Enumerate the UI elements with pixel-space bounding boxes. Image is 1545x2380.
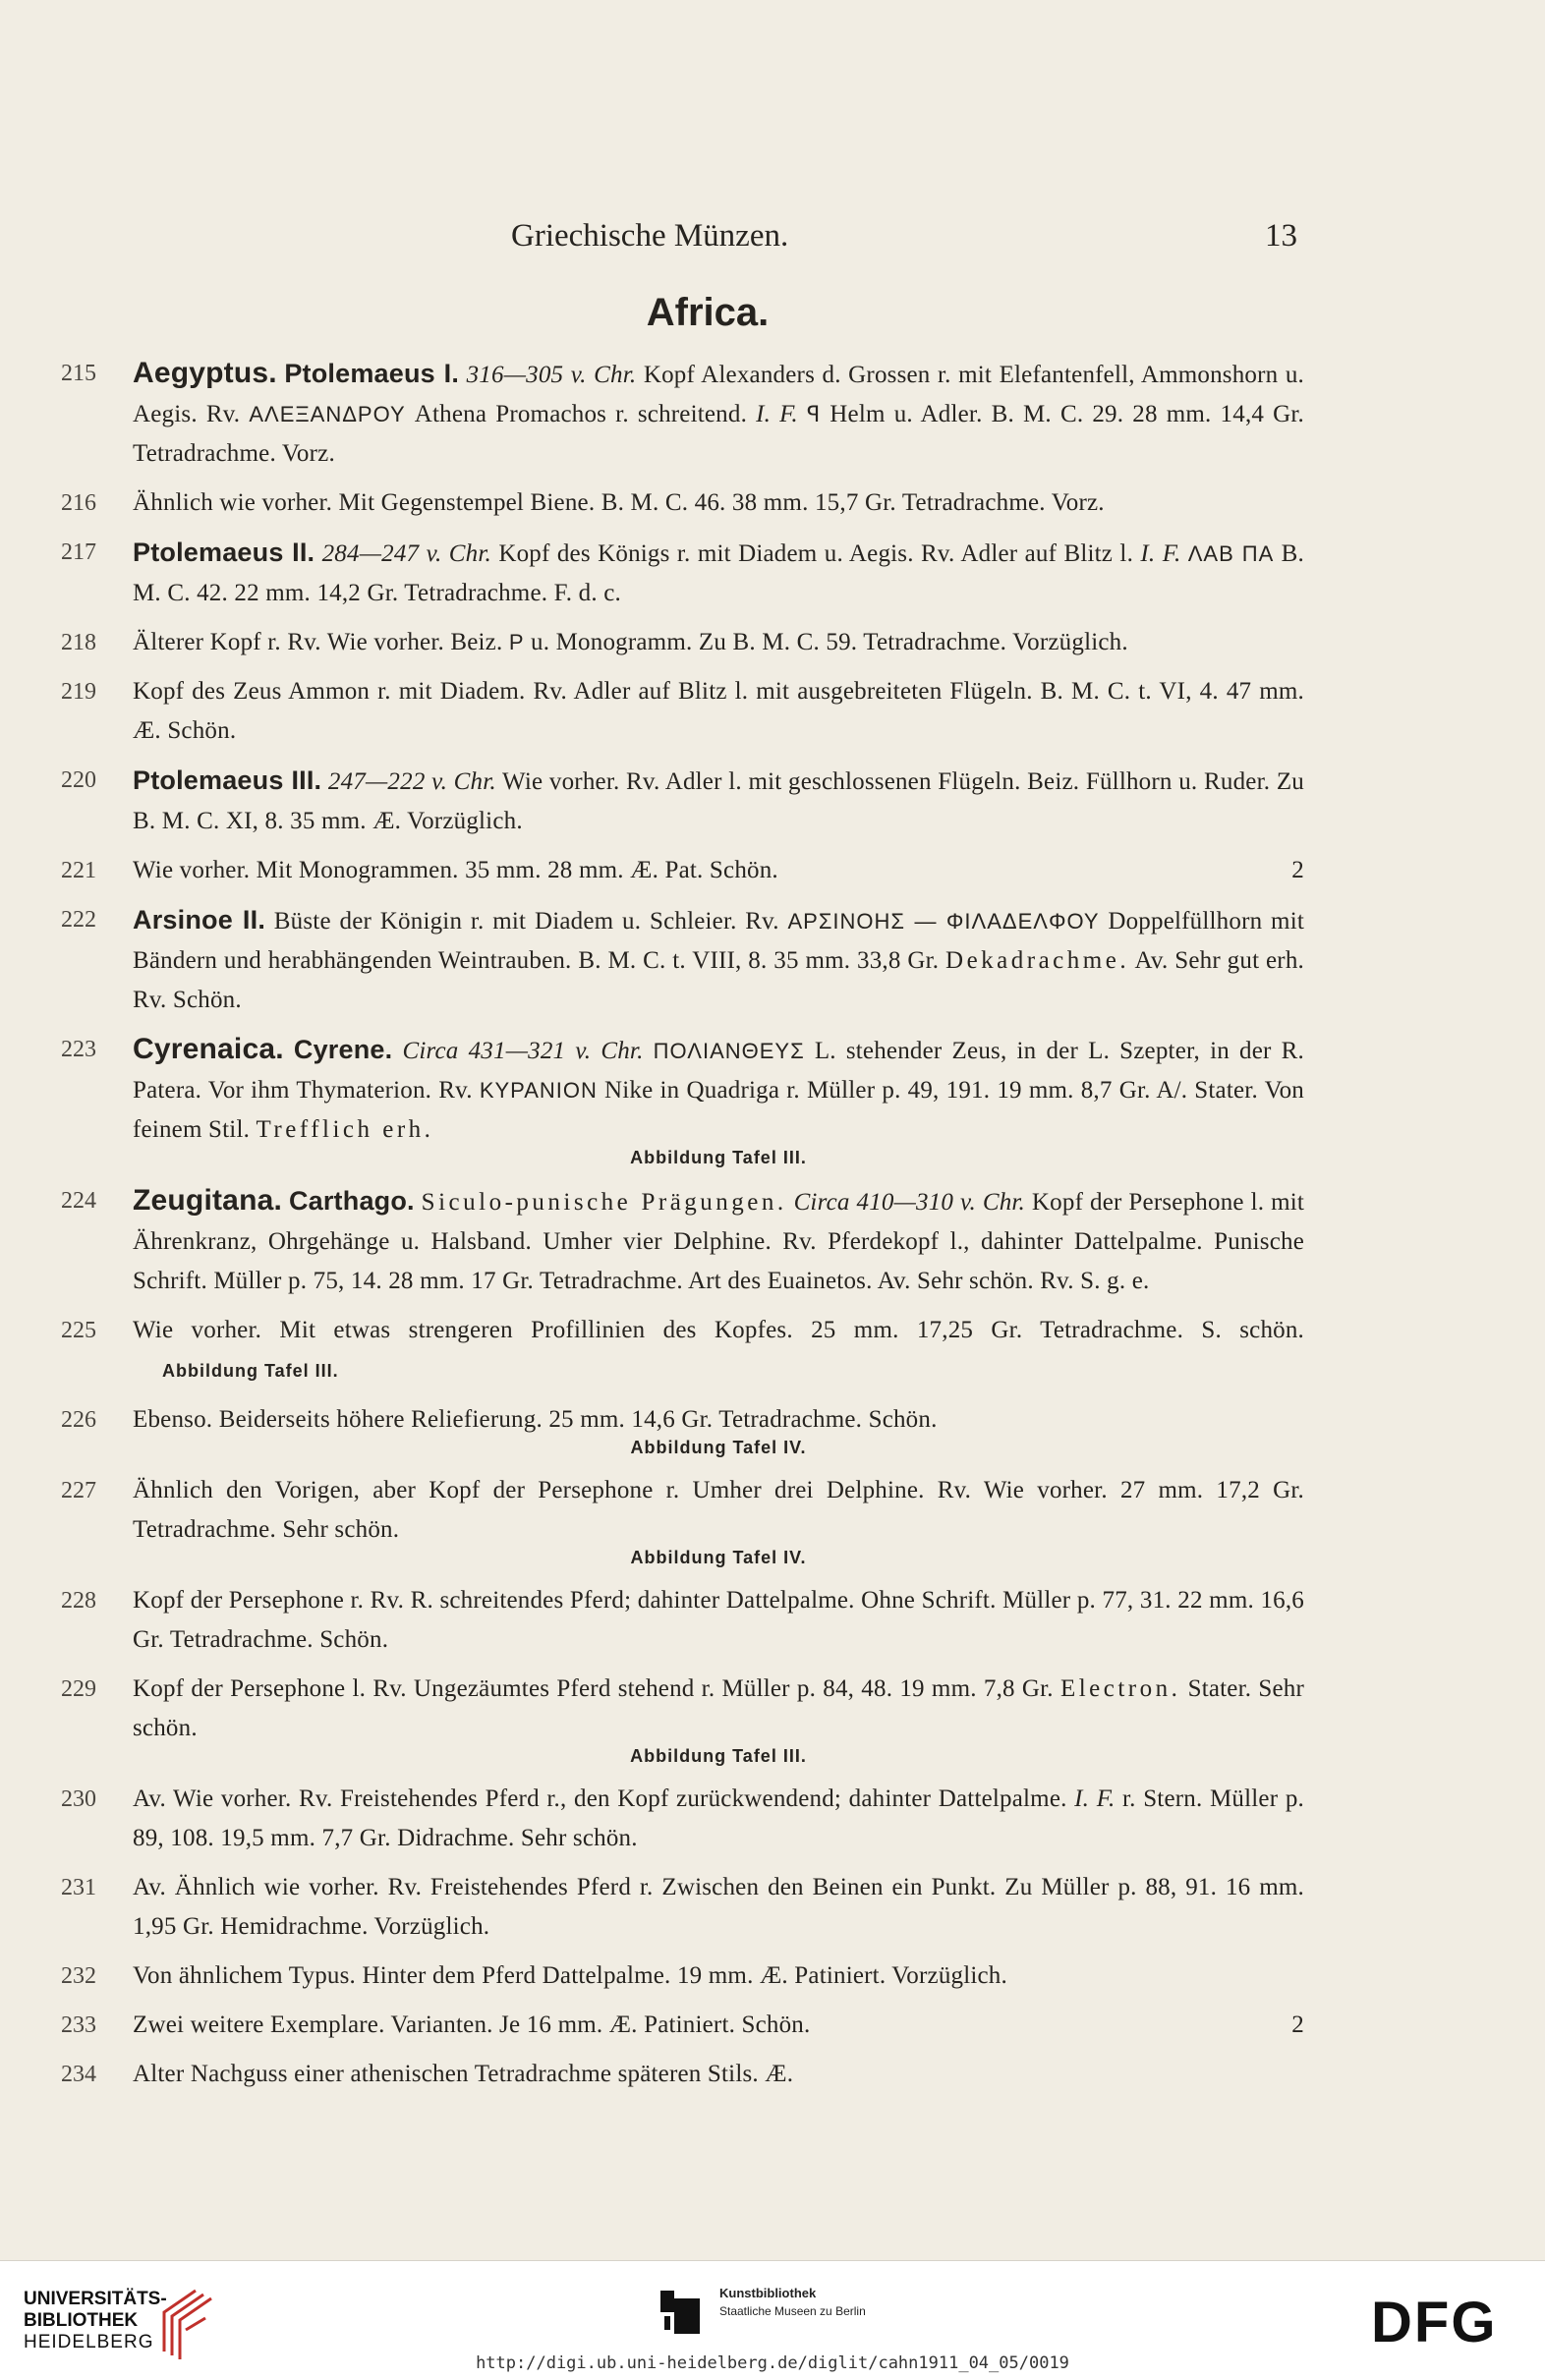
region-name: Aegyptus.: [133, 357, 277, 389]
italic-text: I. F.: [756, 401, 798, 427]
catalogue-entry: [0, 851, 1304, 890]
entry-text-run: r. Stern. Müller p. 89, 108. 19,5 mm. 7,7 Gr. Didrachme. Sehr schön.: [133, 1785, 1304, 1851]
entry-text-run: Wie vorher. Mit etwas strengeren Profillinien des Kopfes. 25 mm. 17,25 Gr. Tetradrachme. S. schön.: [133, 1317, 1304, 1343]
entry-text-run: Doppelfüllhorn mit Bändern und herabhängenden Weintrauben. B. M. C. t. VIII, 8. 35 mm. 33,8 Gr.: [133, 908, 1304, 974]
spaced-text: Trefflich erh.: [256, 1116, 434, 1143]
catalogue-entry: [0, 1780, 1304, 1858]
entry-text-run: Von ähnlichem Typus. Hinter dem Pferd Dattelpalme. 19 mm. Æ. Patiniert. Vorzüglich.: [133, 1962, 1007, 1989]
entry-text-run: Ähnlich den Vorigen, aber Kopf der Persephone r. Umher drei Delphine. Rv. Wie vorher. 27 mm. 17,2 Gr. Tetradrachme. Sehr schön.: [133, 1477, 1304, 1543]
catalogue-entry: [0, 533, 1304, 613]
entry-number: 226: [61, 1407, 96, 1433]
entry-text-run: Ähnlich wie vorher. Mit Gegenstempel Biene. B. M. C. 46. 38 mm. 15,7 Gr. Tetradrachme. Vorz.: [133, 489, 1105, 516]
region-name: Zeugitana.: [133, 1184, 283, 1217]
permalink-url[interactable]: http://digi.ub.uni-heidelberg.de/diglit/cahn1911_04_05/0019: [476, 2353, 1069, 2373]
entry-text-run: [459, 362, 467, 388]
dfg-logo[interactable]: [1371, 2295, 1518, 2348]
italic-text: 247—222 v. Chr.: [327, 768, 496, 795]
catalogue-entry: [0, 1670, 1304, 1770]
coin-legend: ΑΛΕΞΑΝΔΡΟΥ: [249, 402, 406, 426]
spaced-text: Siculo-punische Prägungen.: [421, 1189, 787, 1216]
entry-text: [133, 483, 1304, 523]
entry-number: 230: [61, 1786, 96, 1812]
entry-text: [133, 1956, 1304, 1996]
running-head: [511, 218, 1297, 257]
entry-text-run: Alter Nachguss einer athenischen Tetradrachme späteren Stils. Æ.: [133, 2061, 794, 2087]
entry-text: [133, 1670, 1304, 1748]
entry-number: 231: [61, 1875, 96, 1900]
entry-number: 234: [61, 2062, 96, 2087]
entry-number: 219: [61, 679, 96, 705]
catalogue-entry: [0, 483, 1304, 523]
entry-text: [133, 1030, 1304, 1150]
entry-number: 222: [61, 907, 96, 933]
entry-text-run: [321, 768, 328, 795]
entry-text-run: Nike in Quadriga r. Müller p. 49, 191. 19 mm. 8,7 Gr. A/. Stater. Von feinem Stil.: [133, 1077, 1305, 1143]
entry-quantity: 2: [1291, 857, 1304, 883]
entry-text-run: Kopf der Persephone r. Rv. R. schreitendes Pferd; dahinter Dattelpalme. Ohne Schrift. Müller p. 77, 31. 22 mm. 16,6 Gr. Tetradrachme. Schön.: [133, 1587, 1304, 1653]
entry-text-run: Älterer Kopf r. Rv. Wie vorher. Beiz.: [133, 629, 509, 655]
entry-text-run: Helm u. Adler. B. M. C. 29. 28 mm. 14,4 Gr. Tetradrachme. Vorz.: [133, 401, 1305, 467]
catalogue-entry: [0, 2006, 1304, 2045]
ruler-name: Arsinoe II.: [133, 905, 266, 935]
catalogue-entry: [0, 1181, 1304, 1301]
entry-text-run: Kopf des Königs r. mit Diadem u. Aegis. Rv. Adler auf Blitz l.: [491, 540, 1141, 567]
catalogue-entry: [0, 900, 1304, 1020]
entry-number: 225: [61, 1318, 96, 1343]
university-emblem-icon: [156, 2283, 225, 2361]
entry-text-run: [415, 1189, 422, 1216]
entry-number: 228: [61, 1588, 96, 1614]
catalogue-entry: [0, 1471, 1304, 1571]
ruler-name: Carthago.: [288, 1186, 415, 1216]
coin-legend: P: [508, 630, 525, 654]
entry-text: [133, 354, 1304, 474]
plate-reference: Abbildung Tafel IV.: [630, 1438, 807, 1457]
entry-text: [133, 623, 1304, 662]
footer-bar: [0, 2260, 1545, 2380]
entry-number: 215: [61, 361, 96, 386]
entry-number: 216: [61, 490, 96, 516]
entry-number: 217: [61, 539, 96, 565]
university-library-name: UNIVERSITÄTS- BIBLIOTHEK HEIDELBERG: [24, 2289, 167, 2352]
ruler-name: Cyrene.: [293, 1035, 393, 1064]
entry-text: [133, 533, 1304, 613]
entry-text: [133, 1181, 1304, 1301]
italic-text: 316—305 v. Chr.: [466, 362, 637, 388]
entry-text: [133, 1311, 1304, 1390]
section-title: Africa.: [646, 291, 770, 334]
entry-text-run: Ebenso. Beiderseits höhere Reliefierung. 25 mm. 14,6 Gr. Tetradrachme. Schön.: [133, 1406, 938, 1433]
entry-text-run: Wie vorher. Mit Monogrammen. 35 mm. 28 mm. Æ. Pat. Schön.: [133, 857, 778, 883]
entry-number: 223: [61, 1037, 96, 1062]
entry-text: [133, 2055, 1304, 2094]
entry-text-run: [644, 1038, 654, 1064]
entry-text-run: B. M. C. 42. 22 mm. 14,2 Gr. Tetradrachme. F. d. c.: [133, 540, 1305, 606]
kunstbibliothek-logo[interactable]: [660, 2283, 916, 2342]
catalogue-entry: [0, 1956, 1304, 1996]
dfg-text: DFG: [1371, 2295, 1498, 2348]
entry-text-run: [798, 401, 807, 427]
catalogue-entries: [0, 354, 1545, 2104]
catalogue-entry: [0, 1030, 1304, 1171]
entry-text: [133, 1471, 1304, 1550]
kunstbibliothek-text: Kunstbibliothek Staatliche Museen zu Berlin: [719, 2286, 866, 2318]
plate-reference: Abbildung Tafel IV.: [630, 1548, 807, 1567]
spaced-text: Dekadrachme.: [945, 947, 1130, 974]
plate-reference: Abbildung Tafel III.: [630, 1148, 807, 1167]
entry-text-run: Büste der Königin r. mit Diadem u. Schleier. Rv.: [265, 908, 788, 935]
italic-text: 284—247 v. Chr.: [321, 540, 491, 567]
entry-text-run: Zwei weitere Exemplare. Varianten. Je 16 mm. Æ. Patiniert. Schön.: [133, 2012, 811, 2038]
page-number: 13: [1265, 218, 1297, 254]
kunstbibliothek-mark-icon: [660, 2291, 700, 2334]
italic-text: Circa 410—310 v. Chr.: [793, 1189, 1026, 1216]
entry-text-run: [1180, 540, 1187, 567]
entry-text: [133, 1581, 1304, 1660]
entry-text-run: Athena Promachos r. schreitend.: [405, 401, 757, 427]
spaced-text: Electron.: [1059, 1675, 1181, 1702]
entry-text-run: Kopf des Zeus Ammon r. mit Diadem. Rv. Adler auf Blitz l. mit ausgebreiteten Flügeln. B. M. C. t. VI, 4. 47 mm. Æ. Schön.: [133, 678, 1304, 744]
entry-text-run: Av. Sehr gut erh. Rv. Schön.: [133, 947, 1304, 1013]
entry-text-run: Kopf der Persephone l. Rv. Ungezäumtes Pferd stehend r. Müller p. 84, 48. 19 mm. 7,8 Gr.: [133, 1675, 1060, 1702]
entry-number: 227: [61, 1478, 96, 1503]
catalogue-entry: [0, 672, 1304, 751]
entry-text: [133, 2006, 1304, 2045]
entry-text-run: Kopf der Persephone l. mit Ährenkranz, Ohrgehänge u. Halsband. Umher vier Delphine. Rv. Pferdekopf l., dahinter Dattelpalme. Punische Schrift. Müller p. 75, 14. 28 mm. 17 Gr. Tetradrachme. Art des Euainetos. Av. Sehr schön. Rv. S. g. e.: [133, 1189, 1305, 1294]
entry-text-run: u. Monogramm. Zu B. M. C. 59. Tetradrachme. Vorzüglich.: [524, 629, 1128, 655]
italic-text: I. F.: [1074, 1785, 1116, 1812]
coin-legend: ΠΟΛΙΑΝΘΕΥΣ: [653, 1039, 805, 1063]
entry-text: [133, 851, 1304, 890]
entry-text-run: Stater. Sehr schön.: [133, 1675, 1304, 1741]
entry-quantity: 2: [1291, 2012, 1304, 2038]
catalogue-entry: [0, 1400, 1304, 1461]
coin-legend: ΑΡΣΙΝΟΗΣ — ΦΙΛΑΔΕΛΦΟΥ: [787, 909, 1100, 934]
running-title: Griechische Münzen.: [511, 218, 789, 254]
entry-text-run: [284, 1038, 294, 1064]
catalogue-entry: [0, 2055, 1304, 2094]
entry-text: [133, 761, 1304, 841]
catalogue-entry: [0, 1311, 1304, 1390]
italic-text: I. F.: [1140, 540, 1181, 567]
entry-number: 232: [61, 1963, 96, 1989]
catalogue-entry: [0, 623, 1304, 662]
entry-number: 224: [61, 1188, 96, 1214]
region-name: Cyrenaica.: [133, 1033, 284, 1065]
entry-text: [133, 672, 1304, 751]
catalogue-entry: [0, 354, 1304, 474]
coin-legend: ΛΑΒ ΠΑ: [1187, 541, 1275, 566]
entry-number: 221: [61, 858, 96, 883]
catalogue-entry: [0, 1581, 1304, 1660]
coin-legend: ꟼ: [806, 402, 822, 426]
entry-number: 218: [61, 630, 96, 655]
ruler-name: Ptolemaeus III.: [133, 765, 322, 795]
entry-text-run: Av. Ähnlich wie vorher. Rv. Freistehendes Pferd r. Zwischen den Beinen ein Punkt. Zu Müller p. 88, 91. 16 mm. 1,95 Gr. Hemidrachme. Vorzüglich.: [133, 1874, 1304, 1940]
plate-reference: Abbildung Tafel III.: [630, 1746, 807, 1766]
plate-reference: Abbildung Tafel III.: [162, 1361, 339, 1381]
ruler-name: Ptolemaeus I.: [284, 359, 460, 388]
entry-text-run: Kopf Alexanders d. Grossen r. mit Elefantenfell, Ammonshorn u. Aegis. Rv.: [133, 362, 1304, 427]
entry-number: 220: [61, 767, 96, 793]
entry-text-run: [392, 1038, 402, 1064]
entry-text-run: [315, 540, 321, 567]
ruler-name: Ptolemaeus II.: [133, 538, 315, 567]
catalogue-entry: [0, 1868, 1304, 1947]
entry-text-run: [787, 1189, 794, 1216]
entry-text-run: Av. Wie vorher. Rv. Freistehendes Pferd r., den Kopf zurückwendend; dahinter Dattelpalme.: [133, 1785, 1075, 1812]
coin-legend: ΚΥΡΑΝΙΟΝ: [479, 1078, 598, 1103]
catalogue-entry: [0, 761, 1304, 841]
entry-text-run: [282, 1189, 289, 1216]
entry-text-run: Wie vorher. Rv. Adler l. mit geschlossenen Flügeln. Beiz. Füllhorn u. Ruder. Zu B. M. C. XI, 8. 35 mm. Æ. Vorzüglich.: [133, 768, 1304, 834]
italic-text: Circa 431—321 v. Chr.: [402, 1038, 644, 1064]
entry-text: [133, 1780, 1304, 1858]
entry-text: [133, 1868, 1304, 1947]
entry-number: 229: [61, 1676, 96, 1702]
entry-text-run: L. stehender Zeus, in der L. Szepter, in der R. Patera. Vor ihm Thymaterion. Rv.: [133, 1038, 1305, 1104]
entry-text: [133, 900, 1304, 1020]
entry-number: 233: [61, 2012, 96, 2038]
